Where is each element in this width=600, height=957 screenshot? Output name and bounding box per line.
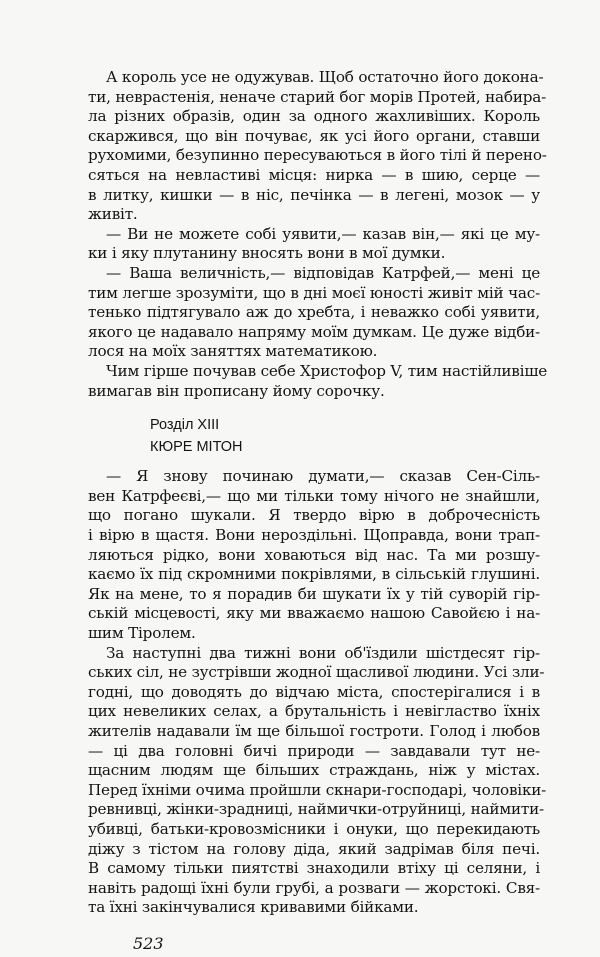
text-line: цих невеликих селах, а брутальність і невігластво їхніх [88,702,540,721]
page-number: 523 [133,934,164,953]
text-line: тенько підтягувало аж до хребта, і неважко собі уявити, [88,303,540,322]
text-line: тим легше зрозуміти, що в дні моєї юності живіт мій час- [88,283,540,302]
text-line: ла різних образів, один за одного жахливіших. Король [88,107,540,126]
text-line: шим Тіролем. [88,624,196,642]
text-line: навіть радощі їхні були грубі, а розваги — жорстокі. Свя- [88,878,540,897]
text-line: ревнивці, жінки-зрадниці, наймички-отруйниці, наймити- [88,800,544,819]
chapter-number: Розділ XIII [150,417,220,434]
text-line: годні, що доводять до відчаю міста, спостерігалися і в [88,682,540,701]
text-line: діжу з тістом на голову діда, який задрімав біля печі. [88,839,540,858]
text-line: вимагав він прописану йому сорочку. [88,381,385,400]
text-line: ляються рідко, вони ховаються від нас. Та ми розшу- [88,545,540,564]
text-line: та їхні закінчувалися кривавими бійками. [88,898,419,917]
text-line: — Ви не можете собі уявити,— казав він,— які це му- [106,224,540,243]
text-line: За наступні два тижні вони об'їздили шістдесят гір- [106,643,540,662]
text-line: сяться на невластиві місця: нирка — в шию, серце — [88,166,540,184]
text-line: живіт. [88,205,138,224]
text-line: убивці, батьки-кровозмісники і онуки, що перекидають [88,820,540,838]
text-line: каємо їх під скромними покрівлями, в сільській глушині. [88,565,540,584]
text-line: якого це надавало напряму моїм думкам. Це дуже відби- [88,322,540,341]
text-line: в литку, кишки — в ніс, печінка — в легені, мозок — у [88,185,540,204]
text-line: що погано шукали. Я твердо вірю в доброчесність [88,506,540,525]
text-line: Чим гірше почував себе Христофор V, тим настійливіше [106,362,548,380]
text-line: ських сіл, не зустрівши жодної щасливої людини. Усі зли- [88,663,545,682]
text-line: лося на моїх заняттях математикою. [88,342,378,361]
text-line: скаржився, що він почуває, як усі його органи, ставши [88,126,540,145]
text-line: і вірю в щастя. Вони нероздільні. Щоправда, вони трап- [88,526,540,544]
text-line: Як на мене, то я порадив би шукати їх у тій суворій гір- [88,584,540,603]
text-line: жителів надавали їм ще більшої гостроти. Голод і любов [88,722,540,740]
text-line: А король усе не одужував. Щоб остаточно його докона- [106,68,544,86]
text-line: вен Катрфеєві,— що ми тільки тому нічого не знайшли, [88,486,540,505]
text-line: рухомими, безупинно пересуваються в його тілі й перено- [88,146,547,165]
text-line: ській місцевості, яку ми вважаємо нашою Савойєю і на- [88,604,540,623]
chapter-title: КЮРЕ МІТОН [150,439,243,456]
text-line: ти, неврастенія, неначе старий бог морів Протей, набира- [88,87,547,106]
text-line: Перед їхніми очима пройшли скнари-господарі, чоловіки- [88,780,547,799]
text-line: В самому тільки пиятстві знаходили втіху ці селяни, і [88,859,540,878]
text-line: — Я знову починаю думати,— сказав Сен-Сіль- [106,467,540,486]
text-line: — Ваша величність,— відповідав Катрфей,— мені це [106,264,540,282]
text-line: щасним людям ще більших страждань, ніж у містах. [88,761,540,780]
text-line: ки і яку плутанину вносять вони в мої думки. [88,244,446,263]
text-line: — ці два головні бичі природи — завдавали тут не- [88,741,540,760]
